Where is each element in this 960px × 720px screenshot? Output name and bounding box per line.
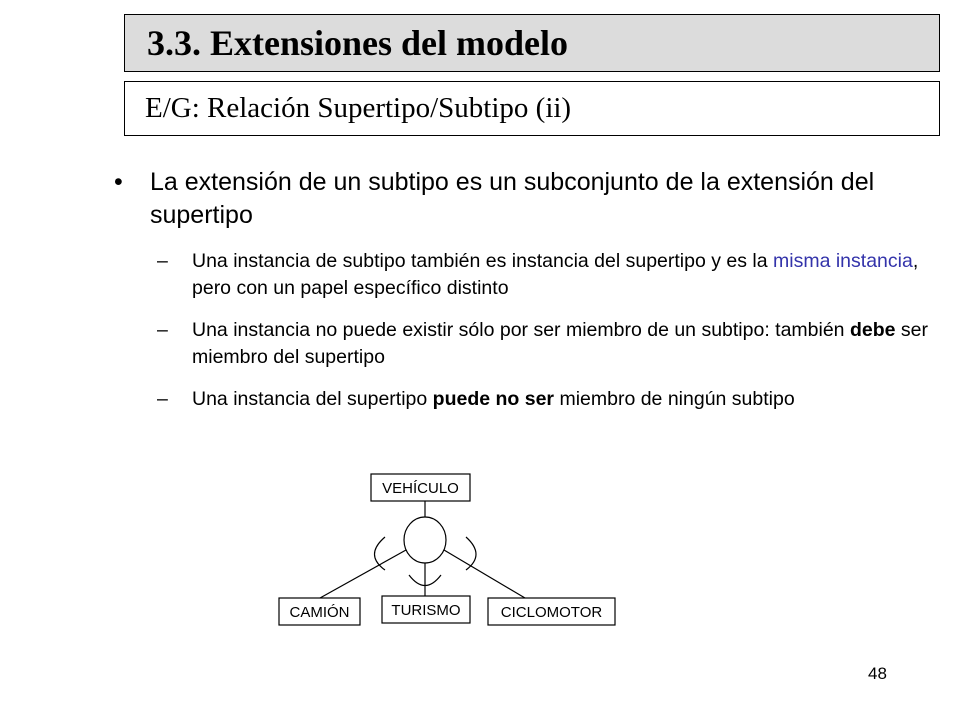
sub-bullet-3-text-part: Una instancia del supertipo xyxy=(192,388,433,410)
subtype-label-ciclomotor: CICLOMOTOR xyxy=(500,604,603,621)
supertype-label: VEHÍCULO xyxy=(382,480,459,497)
sub-bullet-dash: – xyxy=(157,319,168,341)
sub-bullet-3-bold: puede no ser xyxy=(432,388,555,410)
connector-camion xyxy=(320,550,406,598)
connector-ciclomotor xyxy=(444,550,525,598)
sub-bullet-2-bold: debe xyxy=(849,319,896,341)
subtype-label-camion: CAMIÓN xyxy=(289,604,350,621)
sub-bullet-1-text-end: , pero con un papel específico distinto xyxy=(192,250,919,299)
sub-bullet-dash: – xyxy=(157,388,168,410)
sub-bullet-2-text-end: ser miembro del supertipo xyxy=(192,319,928,368)
slide-title-text: 3.3. Extensiones del modelo xyxy=(147,23,569,63)
bullet-dot: • xyxy=(114,168,123,196)
sub-bullet-2-text-part: Una instancia no puede existir sólo por ser miembro de un subtipo: también xyxy=(192,319,850,341)
subtype-label-turismo: TURISMO xyxy=(391,602,461,619)
subset-arc-camion xyxy=(375,537,386,570)
sub-bullet-3-text-end: miembro de ningún subtipo xyxy=(554,388,795,410)
main-bullet-text: La extensión de un subtipo es un subconjunto de la extensión del supertipo xyxy=(150,168,875,229)
page-number: 48 xyxy=(868,664,887,683)
slide-subtitle-text: E/G: Relación Supertipo/Subtipo (ii) xyxy=(145,92,572,124)
subset-arc-ciclomotor xyxy=(466,537,476,570)
sub-bullet-1-text-part: Una instancia de subtipo también es instancia del supertipo y es la xyxy=(192,250,774,272)
sub-bullet-1-highlight: misma instancia xyxy=(773,250,913,272)
specialization-circle xyxy=(404,517,446,563)
sub-bullet-dash: – xyxy=(157,250,168,272)
